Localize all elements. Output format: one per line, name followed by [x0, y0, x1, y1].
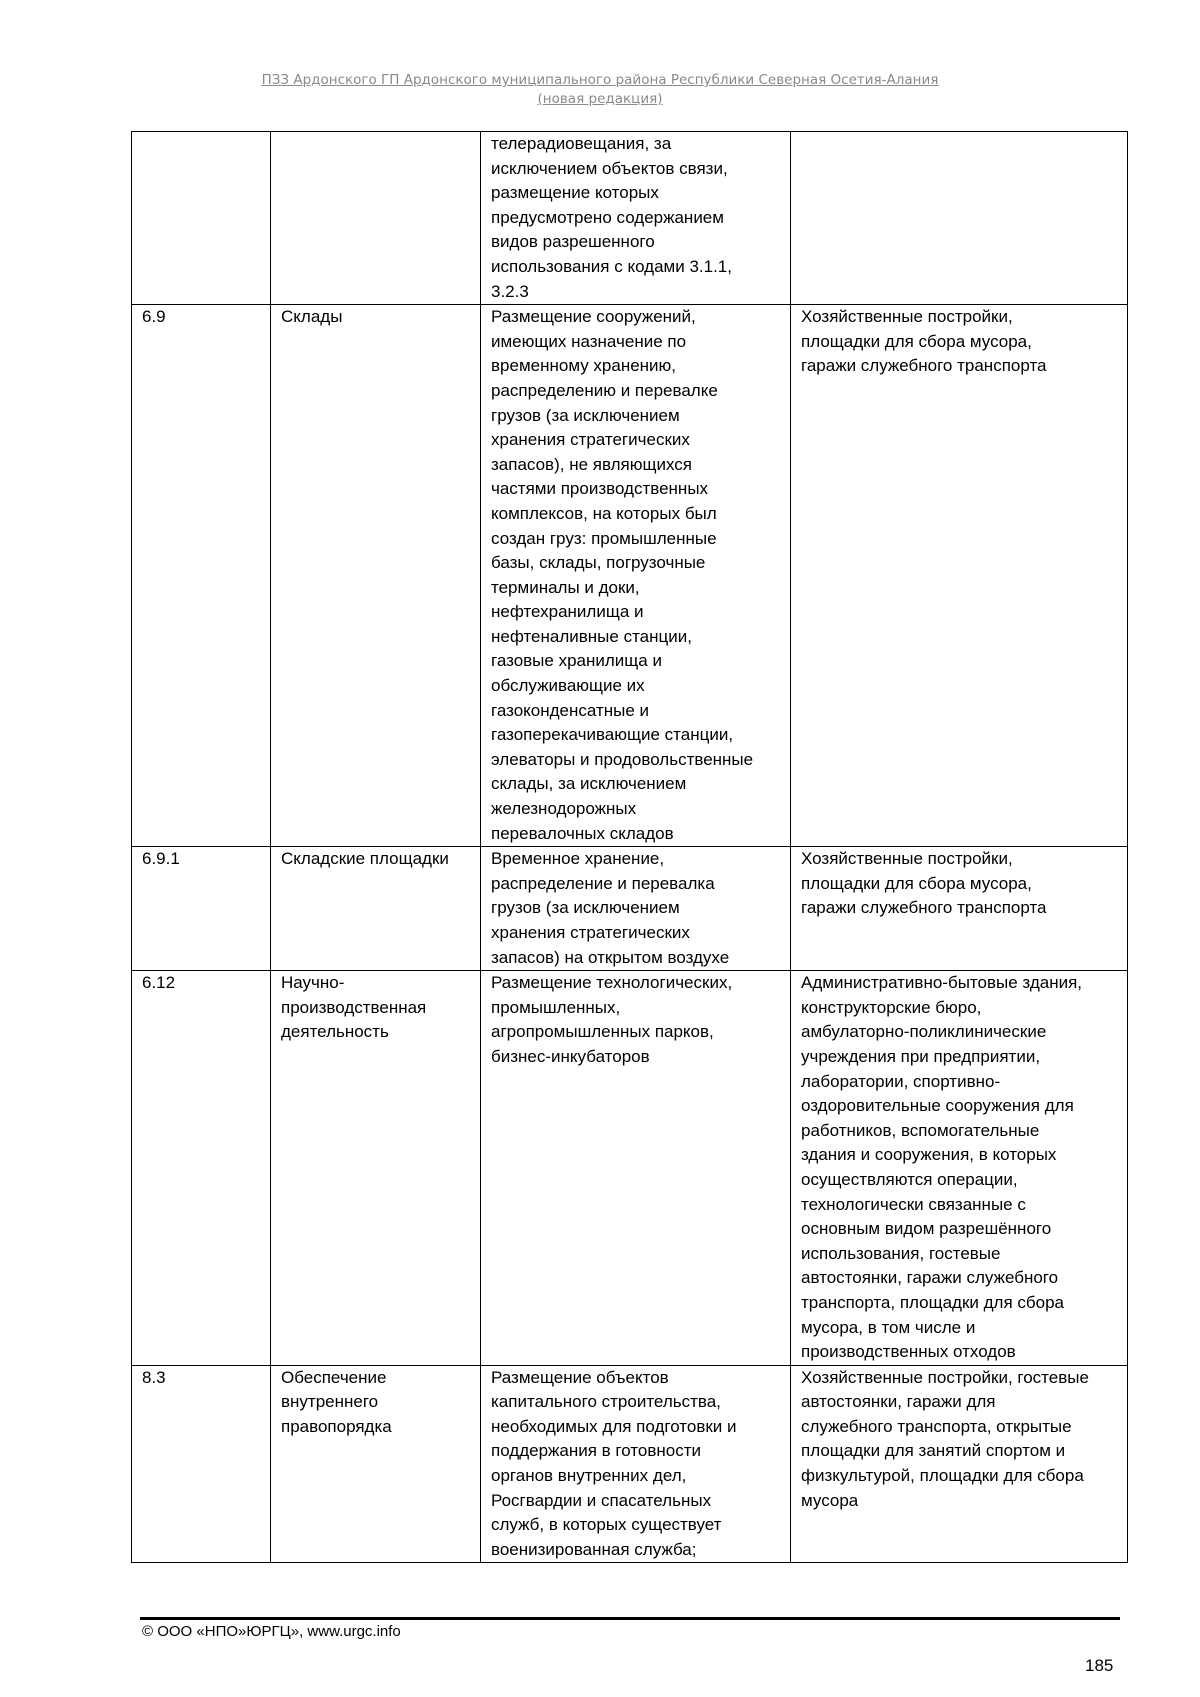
cell-code: 6.9.1 [132, 847, 271, 971]
table-row [132, 1365, 1128, 1563]
cell-description: Размещение объектов капитального строительства, необходимых для подготовки и поддержания в готовности органов внутренних дел, Росгвардии и спасательных служб, в которых существует военизированная служба; [481, 1365, 791, 1563]
page-number: 185 [1085, 1656, 1114, 1675]
cell-auxiliary: Хозяйственные постройки, гостевые автостоянки, гаражи для служебного транспорта, открытые площадки для занятий спортом и физкультурой, площадки для сбора мусора [791, 1365, 1128, 1563]
cell-description: Размещение сооружений, имеющих назначение по временному хранению, распределению и перевалке грузов (за исключением хранения стратегических запасов), не являющихся частями производственных комплексов, на которых был создан груз: промышленные базы, склады, погрузочные терминалы и доки, нефтехранилища и нефтеналивные станции, газовые хранилища и обслуживающие их газоконденсатные и газоперекачивающие станции, элеваторы и продовольственные склады, за исключением железнодорожных перевалочных складов [481, 305, 791, 847]
header-title: ПЗЗ Ардонского ГП Ардонского муниципального района Республики Северная Осетия-Алания [261, 72, 939, 88]
cell-auxiliary: Хозяйственные постройки, площадки для сбора мусора, гаражи служебного транспорта [791, 847, 1128, 971]
table-row [132, 971, 1128, 1366]
table-row [132, 305, 1128, 847]
cell-auxiliary [791, 132, 1128, 305]
table-row [132, 847, 1128, 971]
cell-name: Склады [271, 305, 481, 847]
footer-divider [140, 1617, 1120, 1620]
cell-description: телерадиовещания, за исключением объектов связи, размещение которых предусмотрено содержанием видов разрешенного использования с кодами 3.1.1, 3.2.3 [481, 132, 791, 305]
cell-description: Размещение технологических, промышленных, агропромышленных парков, бизнес-инкубаторов [481, 971, 791, 1366]
table-row [132, 132, 1128, 305]
page-header [0, 71, 1200, 109]
cell-auxiliary: Хозяйственные постройки, площадки для сбора мусора, гаражи служебного транспорта [791, 305, 1128, 847]
cell-name: Научно- производственная деятельность [271, 971, 481, 1366]
footer-copyright: © ООО «НПО»ЮРГЦ», www.urgc.info [142, 1623, 401, 1640]
cell-code: 6.12 [132, 971, 271, 1366]
cell-name [271, 132, 481, 305]
land-use-table [131, 131, 1128, 1563]
cell-auxiliary: Административно-бытовые здания, конструкторские бюро, амбулаторно-поликлинические учреждения при предприятии, лаборатории, спортивно- оздоровительные сооружения для работников, вспомогательные здания и сооружения, в которых осуществляются операции, технологически связанные с основным видом разрешённого использования, гостевые автостоянки, гаражи служебного транспорта, площадки для сбора мусора, в том числе и производственных отходов [791, 971, 1128, 1366]
cell-name: Обеспечение внутреннего правопорядка [271, 1365, 481, 1563]
cell-code: 6.9 [132, 305, 271, 847]
cell-name: Складские площадки [271, 847, 481, 971]
header-subtitle: (новая редакция) [537, 91, 663, 107]
cell-code [132, 132, 271, 305]
cell-description: Временное хранение, распределение и перевалка грузов (за исключением хранения стратегических запасов) на открытом воздухе [481, 847, 791, 971]
cell-code: 8.3 [132, 1365, 271, 1563]
